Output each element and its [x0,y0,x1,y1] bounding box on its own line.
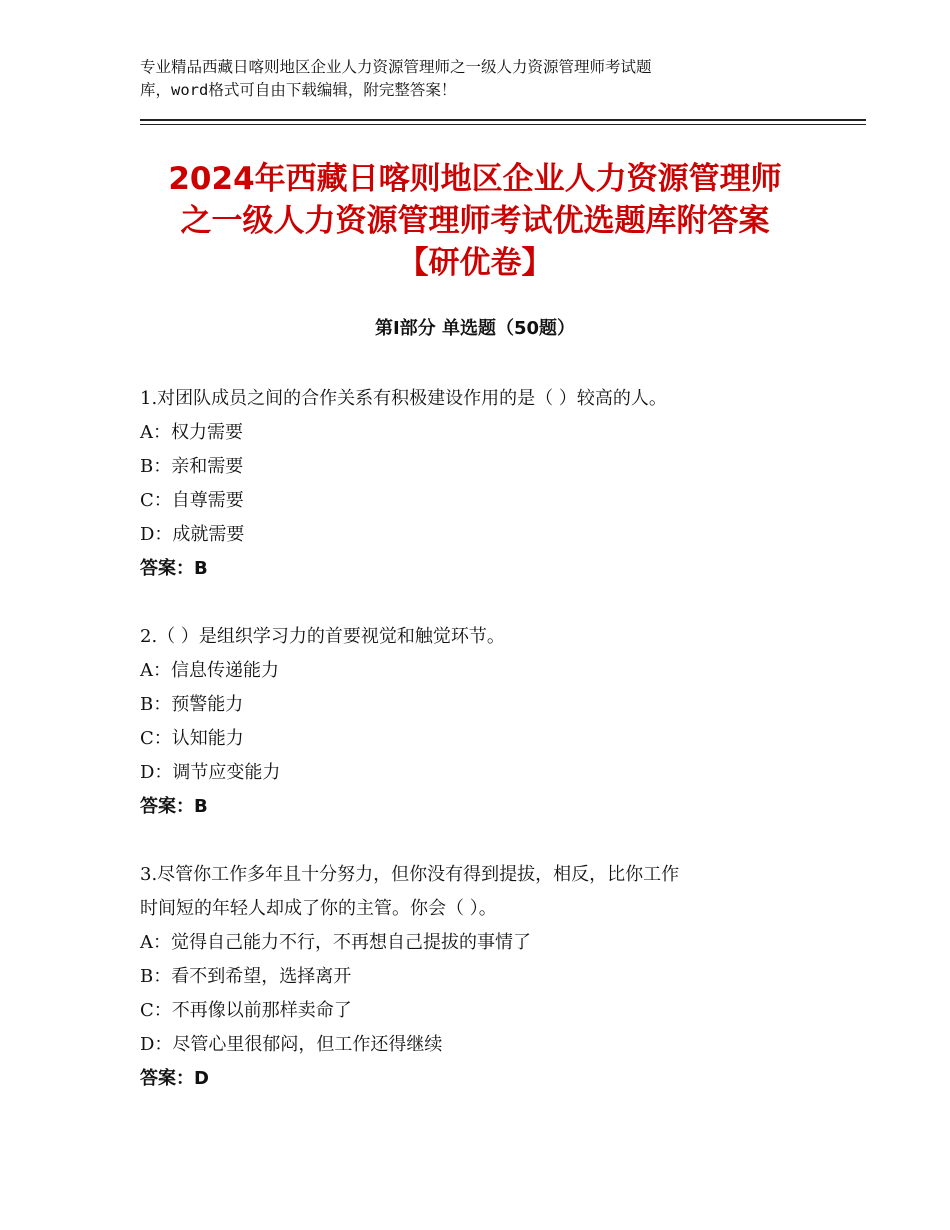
question-stem: 2.（ ）是组织学习力的首要视觉和触觉环节。 [140,626,505,647]
option-c: C：自尊需要 [140,490,244,511]
title-line-3: 【研优卷】 [397,245,553,281]
answer: 答案：B [140,558,208,579]
option-d: D：尽管心里很郁闷，但工作还得继续 [140,1034,443,1055]
document-title [100,158,850,284]
question-list [140,382,840,1096]
option-c: C：认知能力 [140,728,244,749]
question-1 [140,382,840,586]
question-gap [140,586,840,620]
question-2 [140,620,840,824]
question-3 [140,858,840,1096]
answer: 答案：B [140,796,208,817]
header-divider-thick [140,119,866,121]
option-d: D：成就需要 [140,524,245,545]
question-gap [140,824,840,858]
option-b: B：亲和需要 [140,456,244,477]
header-note-line-1: 专业精品西藏日喀则地区企业人力资源管理师之一级人力资源管理师考试题 [140,58,652,76]
question-stem-line-2: 时间短的年轻人却成了你的主管。你会（ ）。 [140,898,497,919]
section-heading: 第Ⅰ部分 单选题（50题） [374,318,575,339]
option-d: D：调节应变能力 [140,762,281,783]
option-b: B：预警能力 [140,694,244,715]
header-divider-thin [140,124,866,125]
option-b: B：看不到希望，选择离开 [140,966,352,987]
option-a: A：权力需要 [140,422,243,443]
question-stem: 1.对团队成员之间的合作关系有积极建设作用的是（ ）较高的人。 [140,388,667,409]
option-a: A：觉得自己能力不行，不再想自己提拔的事情了 [140,932,531,953]
title-line-2: 之一级人力资源管理师考试优选题库附答案 [180,203,770,239]
header-note [140,56,780,102]
option-a: A：信息传递能力 [140,660,279,681]
answer: 答案：D [140,1068,209,1089]
header-note-line-2: 库，word格式可自由下载编辑，附完整答案！ [140,81,457,99]
option-c: C：不再像以前那样卖命了 [140,1000,352,1021]
question-stem-line-1: 3.尽管你工作多年且十分努力，但你没有得到提拔，相反，比你工作 [140,864,680,885]
title-line-1: 2024年西藏日喀则地区企业人力资源管理师 [168,161,782,197]
